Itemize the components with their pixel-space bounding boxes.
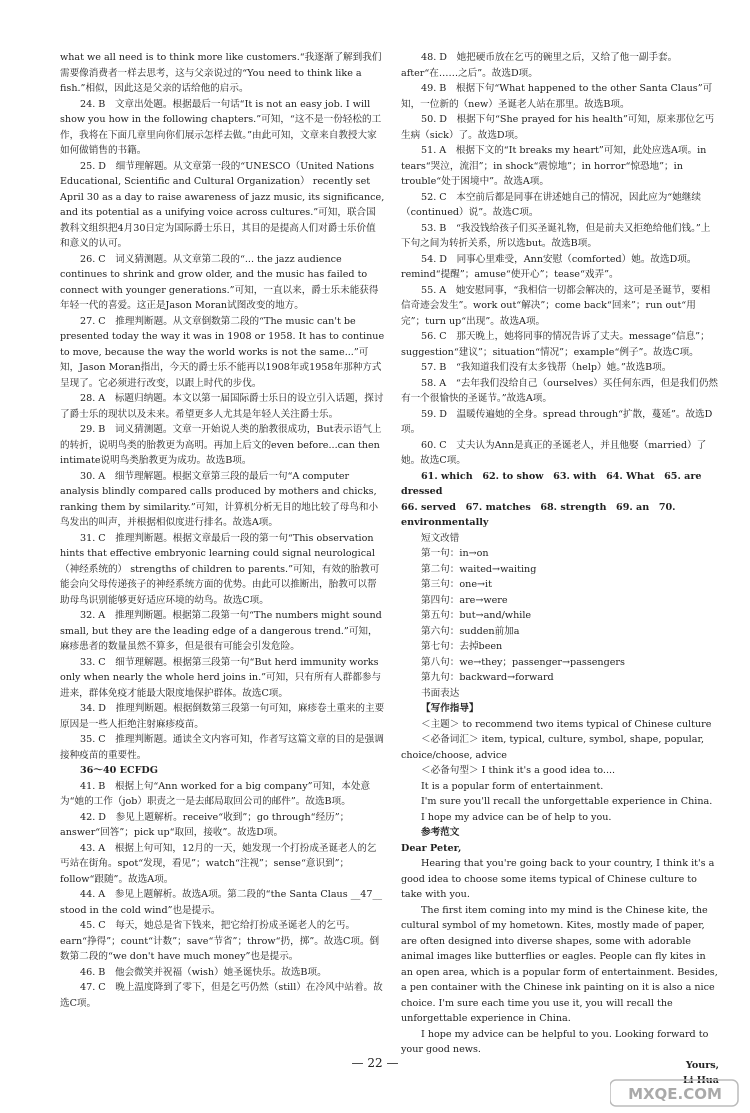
- guide-line: It is a popular form of entertainment.: [421, 780, 604, 792]
- answer-item: 54. D 同事心里难受，Ann安慰（comforted）她。故选D项。remind“提醒”；amuse“使开心”；tease“戏弄”。: [401, 253, 697, 280]
- answer-item: 28. A 标题归纳题。本文以第一届国际爵士乐日的设立引入话题，探讨了爵士乐的现状以及未来。希望更多人尤其是年轻人关注爵士乐。: [60, 393, 384, 420]
- answer-item: 55. A 她安慰同事，“我相信一切都会解决的，这可是圣诞节，要相信奇迹会发生”。work out“解决”；come back“回来”；run out“用完”；turn up“出现”。故选A项。: [401, 284, 711, 327]
- answer-item: 24. B 文章出处题。根据最后一句话“It is not an easy job. I will show you how in the following chapters.”可知，“这不是一份轻松的工作，我将在下面几章里向你们展示怎样去做。”由此可知，文章来自教授大家如何做销售的书籍。: [60, 98, 382, 156]
- fill-answers-line: 61. which 62. to show 63. with 64. What 65. are dressed: [401, 470, 702, 497]
- correction-line: 第三句：one→it: [421, 579, 492, 590]
- answer-item: 35. C 推理判断题。通读全文内容可知，作者写这篇文章的目的是强调接种疫苗的重要性。: [60, 734, 384, 761]
- answer-item: 42. D 参见上题解析。receive“收到”；go through“经历”；answer“回答”；pick up“取回，接收”。故选D项。: [60, 811, 350, 838]
- answer-item: 58. A “去年我们没给自己（ourselves）买任何东西，但是我们仍然有一个很愉快的圣诞节。”故选A项。: [401, 377, 719, 404]
- salutation: Dear Peter,: [401, 842, 462, 854]
- correction-line: 第二句：waited→waiting: [421, 563, 537, 575]
- answer-item: 50. D 根据下句“She prayed for his health”可知，原来那位乞丐生病（sick）了。故选D项。: [401, 114, 715, 141]
- answer-item: 49. B 根据下句“What happened to the other Santa Claus”可知，一位新的（new）圣诞老人站在那里。故选B项。: [401, 83, 713, 110]
- answer-item: 43. A 根据上句可知，12月的一天，她发现一个打扮成圣诞老人的乞丐站在街角。spot“发现，看见”；watch“注视”；sense“意识到”；follow“跟随”。故选A项。: [60, 842, 377, 885]
- page-number: — 22 —: [351, 1056, 399, 1070]
- answer-item: 25. D 细节理解题。从文章第一段的“UNESCO（United Nations Educational, Scientific and Cultural Organization） recently set April 30 as a day to raise awareness of jazz music, its significance, and its potential as a unifying voice across cultures.”可知，联合国教科文组织把4月30日定为国际爵士乐日，其目的是提高人们对爵士乐价值和意义的认可。: [60, 160, 385, 249]
- fill-answers-line: 66. served 67. matches 68. strength 69. an 70. environmentally: [401, 501, 676, 528]
- answer-item: 26. C 词义猜测题。从文章第二段的“... the jazz audience continues to shrink and grow older, and the music has failed to connect with younger generations.”可知，一直以来，爵士乐未能获得年轻一代的喜爱。这正是Jason Moran试图改变的地方。: [60, 253, 379, 311]
- guide-line: ＜必备词汇＞ item, typical, culture, symbol, shape, popular, choice/choose, advice: [401, 734, 705, 761]
- correction-line: 第八句：we→they；passenger→passengers: [421, 656, 625, 668]
- answer-item: what we all need is to think more like customers.“我逐渐了解到我们需要像消费者一样去思考，这与父亲说过的“You need to think like a fish.”相似，因此这是父亲的话给他的启示。: [60, 52, 382, 94]
- guide-line: ＜主题＞ to recommend two items typical of Chinese culture: [421, 718, 712, 730]
- answer-item: 53. B “我没钱给孩子们买圣诞礼物，但是前夫又拒绝给他们钱。”上下句之间为转折关系，所以选but。故选B项。: [401, 222, 711, 249]
- answer-item: 57. B “我知道我们没有太多钱帮（help）她。”故选B项。: [421, 362, 672, 373]
- answer-item: 59. D 温暖传遍她的全身。spread through“扩散，蔓延”。故选D项。: [401, 408, 713, 435]
- answer-item: 44. A 参见上题解析。故选A项。第二段的“the Santa Claus __47__ stood in the cold wind”也是提示。: [60, 889, 383, 916]
- closing: Yours,: [685, 1059, 719, 1071]
- essay-paragraph: Hearing that you're going back to your country, I think it's a good idea to choose some items typical of Chinese culture to take with you.: [401, 858, 715, 900]
- essay-paragraph: I hope my advice can be helpful to you. Looking forward to your good news.: [401, 1028, 709, 1055]
- guide-line: I'm sure you'll recall the unforgettable experience in China.: [421, 796, 713, 807]
- answer-item: 31. C 推理判断题。根据文章最后一段的第一句“This observation hints that effective embryonic learning could signal neurological（神经系统的） strengths of children to parents.”可知，有效的胎教可能会向父母传递孩子的神经系统方面的优势。由此可以推断出，胎教可以帮助母鸟识别能够更好适应环境的幼鸟。故选C项。: [60, 532, 380, 606]
- correction-line: 第五句：but→and/while: [421, 610, 532, 621]
- section-heading: 【写作指导】: [421, 703, 479, 714]
- answer-item: 56. C 那天晚上，她将同事的情况告诉了丈夫。message“信息”；suggestion“建议”；situation“情况”；example“例子”。故选C项。: [401, 331, 710, 358]
- correction-line: 第六句：sudden前加a: [421, 625, 520, 637]
- answer-item: 47. C 晚上温度降到了零下，但是乞丐仍然（still）在冷风中站着。故选C项。: [60, 982, 383, 1009]
- answer-item: 36～40 ECFDG: [80, 765, 158, 776]
- section-heading: 书面表达: [421, 687, 460, 699]
- section-heading: 参考范文: [421, 827, 460, 838]
- watermark-logo: [610, 1078, 740, 1108]
- watermark-text: MXQE.COM: [628, 1085, 722, 1103]
- correction-line: 第九句：backward→forward: [421, 672, 554, 683]
- answer-item: 45. C 每天，她总是省下钱来，把它给打扮成圣诞老人的乞丐。earn“挣得”；count“计数”；save“节省”；throw“扔，掷”。故选C项。倒数第二段的“we don't have much money”也是提示。: [60, 920, 380, 962]
- essay-paragraph: The first item coming into my mind is the Chinese kite, the cultural symbol of my hometown. Kites, mostly made of paper, are often designed into diverse shapes, some with adorable animal images like butterflies or eagles. People can fly kites in an open area, which is a popular form of entertainment. Besides, a pen container with the Chinese ink painting on it is also a nice choice. I'm sure each time you use it, you will recall the unforgettable experience in China.: [401, 904, 718, 1024]
- correction-line: 第七句：去掉been: [421, 641, 503, 652]
- answer-item: 32. A 推理判断题。根据第二段第一句“The numbers might sound small, but they are the leading edge of a dangerous trend.”可知，麻疹患者的数量虽然不算多，但是很有可能会引发危险。: [60, 610, 382, 652]
- answer-item: 27. C 推理判断题。从文章倒数第二段的“The music can't be presented today the way it was in 1908 or 1958. It has to continue to move, because the way the world works is not the same...”可知，Jason Moran指出，今天的爵士乐不能再以1908年或1958年那种方式呈现了。它必须进行改变，以跟上时代的步伐。: [60, 315, 385, 389]
- right-column: [401, 50, 719, 1089]
- answer-item: 33. C 细节理解题。根据第三段第一句“But herd immunity works only when nearly the whole herd joins in.”可知，只有所有人群都参与进来，群体免疫才能最大限度地保护群体。故选C项。: [60, 656, 382, 699]
- answer-item: 34. D 推理判断题。根据倒数第三段第一句可知，麻疹卷土重来的主要原因是一些人拒绝注射麻疹疫苗。: [60, 703, 385, 730]
- answer-item: 30. A 细节理解题。根据文章第三段的最后一句“A computer analysis blindly compared calls produced by mothers and chicks, ranking them by similarity.”可知，计算机分析无目的地比较了母鸟和小鸟发出的叫声，并根据相似度进行排名。故选A项。: [60, 470, 379, 528]
- answer-item: 51. A 根据下文的“It breaks my heart”可知，此处应选A项。in tears“哭泣，流泪”；in shock“震惊地”；in horror“惊恐地”；in trouble“处于困境中”。故选A项。: [401, 145, 707, 187]
- answer-item: 60. C 丈夫认为Ann是真正的圣诞老人，并且他娶（married）了她。故选C项。: [401, 439, 707, 466]
- correction-line: 第四句：are→were: [421, 594, 508, 606]
- guide-line: I hope my advice can be of help to you.: [421, 811, 612, 823]
- section-heading: 短文改错: [421, 532, 460, 544]
- answer-item: 46. B 他会微笑并祝福（wish）她圣诞快乐。故选B项。: [80, 966, 327, 978]
- answer-item: 52. C 本空前后都是同事在讲述她自己的情况，因此应为“她继续（continued）说”。故选C项。: [401, 191, 701, 218]
- left-column: [60, 50, 385, 1011]
- answer-item: 41. B 根据上句“Ann worked for a big company”可知，本处意为“她的工作（job）职责之一是去邮局取回公司的邮件”。故选B项。: [60, 780, 371, 807]
- signature: Li Hua: [683, 1075, 719, 1086]
- correction-line: 第一句：in→on: [421, 548, 489, 559]
- guide-line: ＜必备句型＞ I think it's a good idea to....: [421, 765, 616, 776]
- answer-item: 29. B 词义猜测题。文章一开始说人类的胎教很成功，But表示语气上的转折，说明鸟类的胎教更为高明。再加上后文的even before...can then intimate说明鸟类胎教更为成功。故选B项。: [60, 424, 382, 466]
- answer-item: 48. D 她把硬币放在乞丐的碗里之后，又给了他一副手套。after“在……之后”。故选D项。: [401, 52, 678, 79]
